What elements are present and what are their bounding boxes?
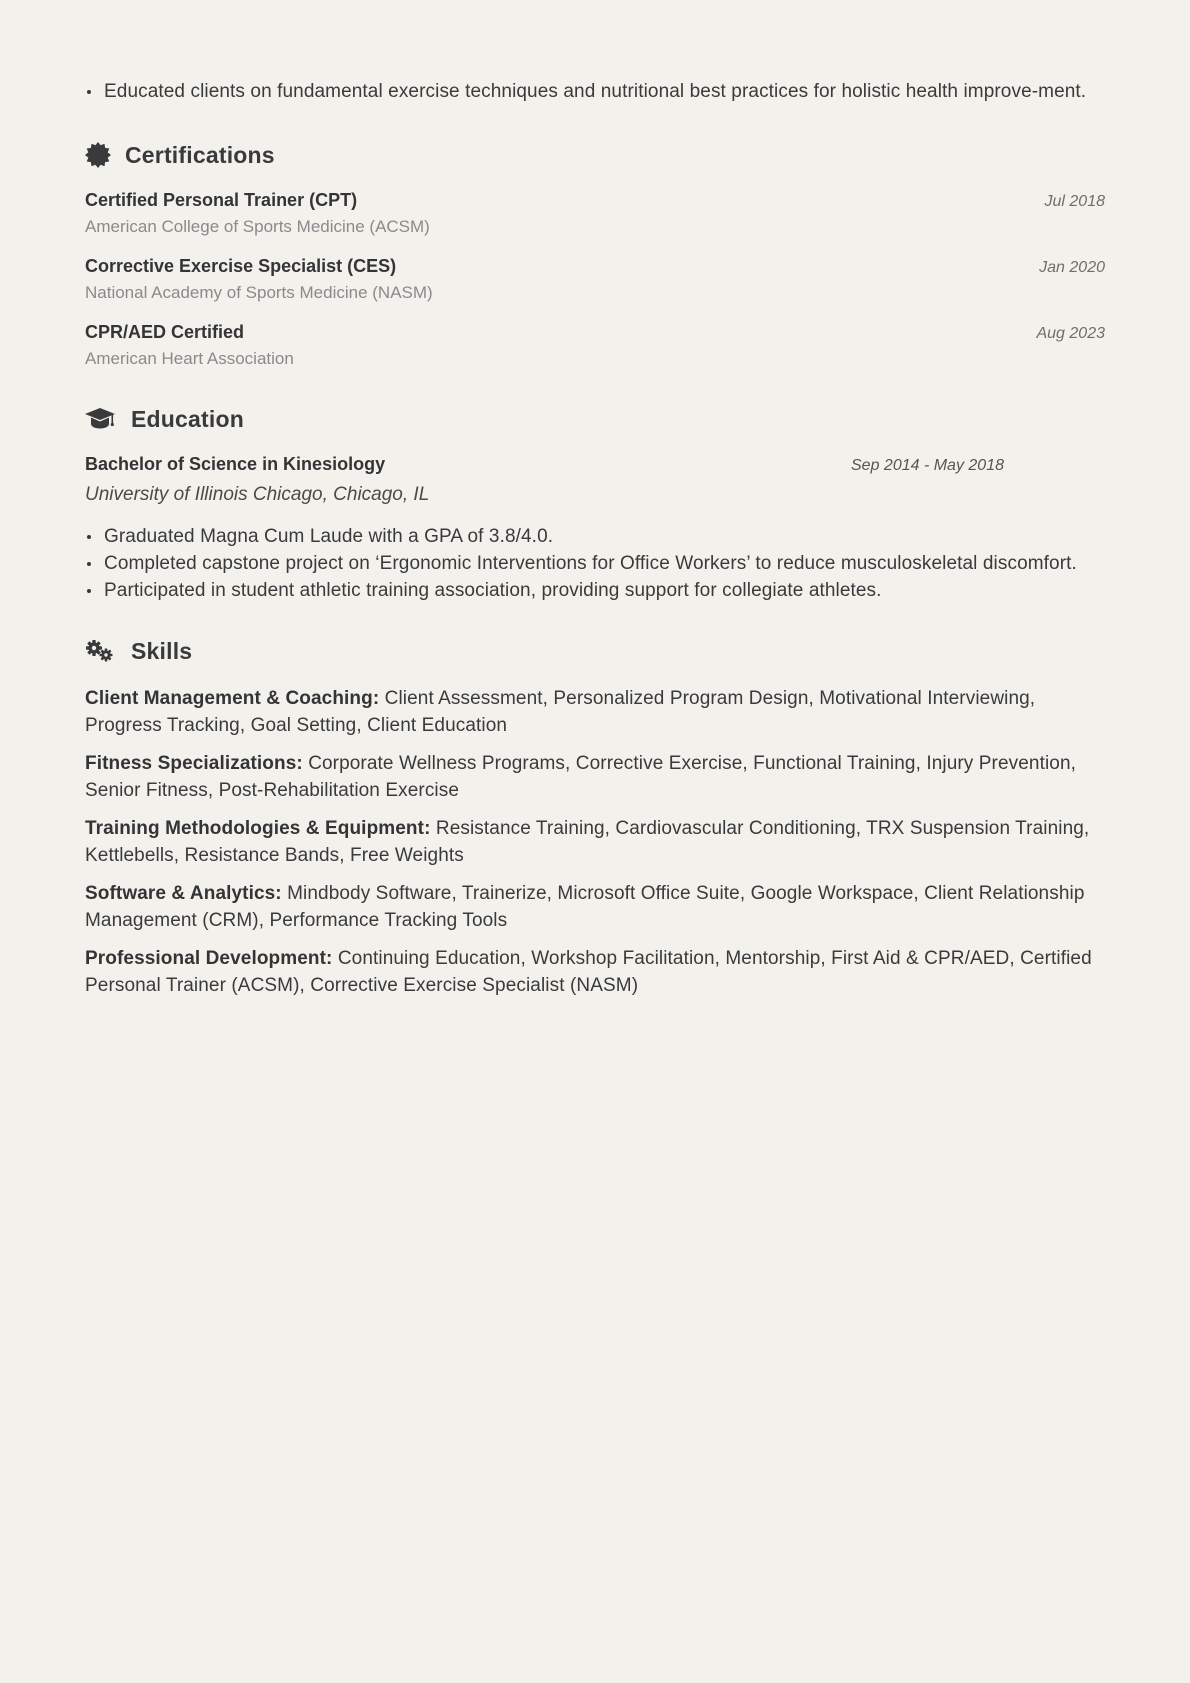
cert-item: [85, 190, 1105, 237]
skills-section: [85, 636, 1105, 999]
education-bullet: Participated in student athletic training association, providing support for collegiate athletes.: [85, 577, 1105, 604]
skill-row: [85, 880, 1105, 934]
skills-list: [85, 685, 1105, 999]
certifications-section: [85, 140, 1105, 369]
cert-title: Certified Personal Trainer (CPT): [85, 190, 358, 210]
education-header: [85, 404, 1105, 434]
education-bullets: [85, 523, 1105, 604]
cert-date: Aug 2023: [1036, 325, 1105, 342]
education-bullet: Completed capstone project on ‘Ergonomic Interventions for Office Workers’ to reduce musculoskeletal discomfort.: [85, 550, 1105, 577]
skill-text: Client Assessment, Personalized Program Design, Motivational Interviewing, Progress Tracking, Goal Setting, Client Education: [85, 688, 1036, 736]
skill-label: Software & Analytics:: [85, 883, 282, 904]
skill-text: Mindbody Software, Trainerize, Microsoft Office Suite, Google Workspace, Client Relationship Management (CRM), Performance Tracking Tools: [85, 883, 1085, 931]
skill-row: [85, 750, 1105, 804]
certifications-heading: Certifications: [125, 141, 275, 168]
experience-bullets: [85, 78, 1105, 105]
skill-text: Resistance Training, Cardiovascular Conditioning, TRX Suspension Training, Kettlebells, Resistance Bands, Free Weights: [85, 818, 1090, 866]
gears-icon: [85, 639, 131, 663]
cert-title: CPR/AED Certified: [85, 322, 245, 342]
cert-item: [85, 322, 1105, 369]
skill-text: Corporate Wellness Programs, Corrective Exercise, Functional Training, Injury Prevention, Senior Fitness, Post-Rehabilitation Exercise: [85, 753, 1076, 801]
certifications-list: [85, 190, 1105, 369]
skill-row: [85, 815, 1105, 869]
skill-text: Continuing Education, Workshop Facilitation, Mentorship, First Aid & CPR/AED, Certified Personal Trainer (ACSM), Corrective Exercise Specialist (NASM): [85, 948, 1092, 996]
education-entry: [85, 454, 1105, 604]
certifications-header: [85, 140, 1105, 170]
cert-issuer: American Heart Association: [85, 349, 294, 368]
experience-bullet: Educated clients on fundamental exercise techniques and nutritional best practices for holistic health improve-ment.: [85, 78, 1105, 105]
education-degree: Bachelor of Science in Kinesiology: [85, 454, 386, 474]
graduation-cap-icon: [85, 407, 131, 431]
cert-date: Jul 2018: [1044, 193, 1105, 210]
certificate-badge-icon: [85, 142, 125, 168]
skill-row: [85, 685, 1105, 739]
skill-row: [85, 945, 1105, 999]
cert-issuer: National Academy of Sports Medicine (NASM): [85, 283, 433, 302]
resume-page: [85, 78, 1105, 1010]
cert-date: Jan 2020: [1039, 259, 1105, 276]
education-bullet: Graduated Magna Cum Laude with a GPA of 3.8/4.0.: [85, 523, 1105, 550]
cert-issuer: American College of Sports Medicine (ACSM): [85, 217, 430, 236]
education-section: [85, 404, 1105, 604]
education-institution: University of Illinois Chicago, Chicago, IL: [85, 484, 430, 505]
skill-label: Professional Development:: [85, 948, 333, 969]
skills-header: [85, 636, 1105, 666]
skills-heading: Skills: [131, 637, 193, 664]
cert-title: Corrective Exercise Specialist (CES): [85, 256, 397, 276]
skill-label: Fitness Specializations:: [85, 753, 303, 774]
skill-label: Client Management & Coaching:: [85, 688, 380, 709]
cert-item: [85, 256, 1105, 303]
education-dates: Sep 2014 - May 2018: [851, 457, 1004, 474]
education-heading: Education: [131, 405, 244, 432]
skill-label: Training Methodologies & Equipment:: [85, 818, 431, 839]
